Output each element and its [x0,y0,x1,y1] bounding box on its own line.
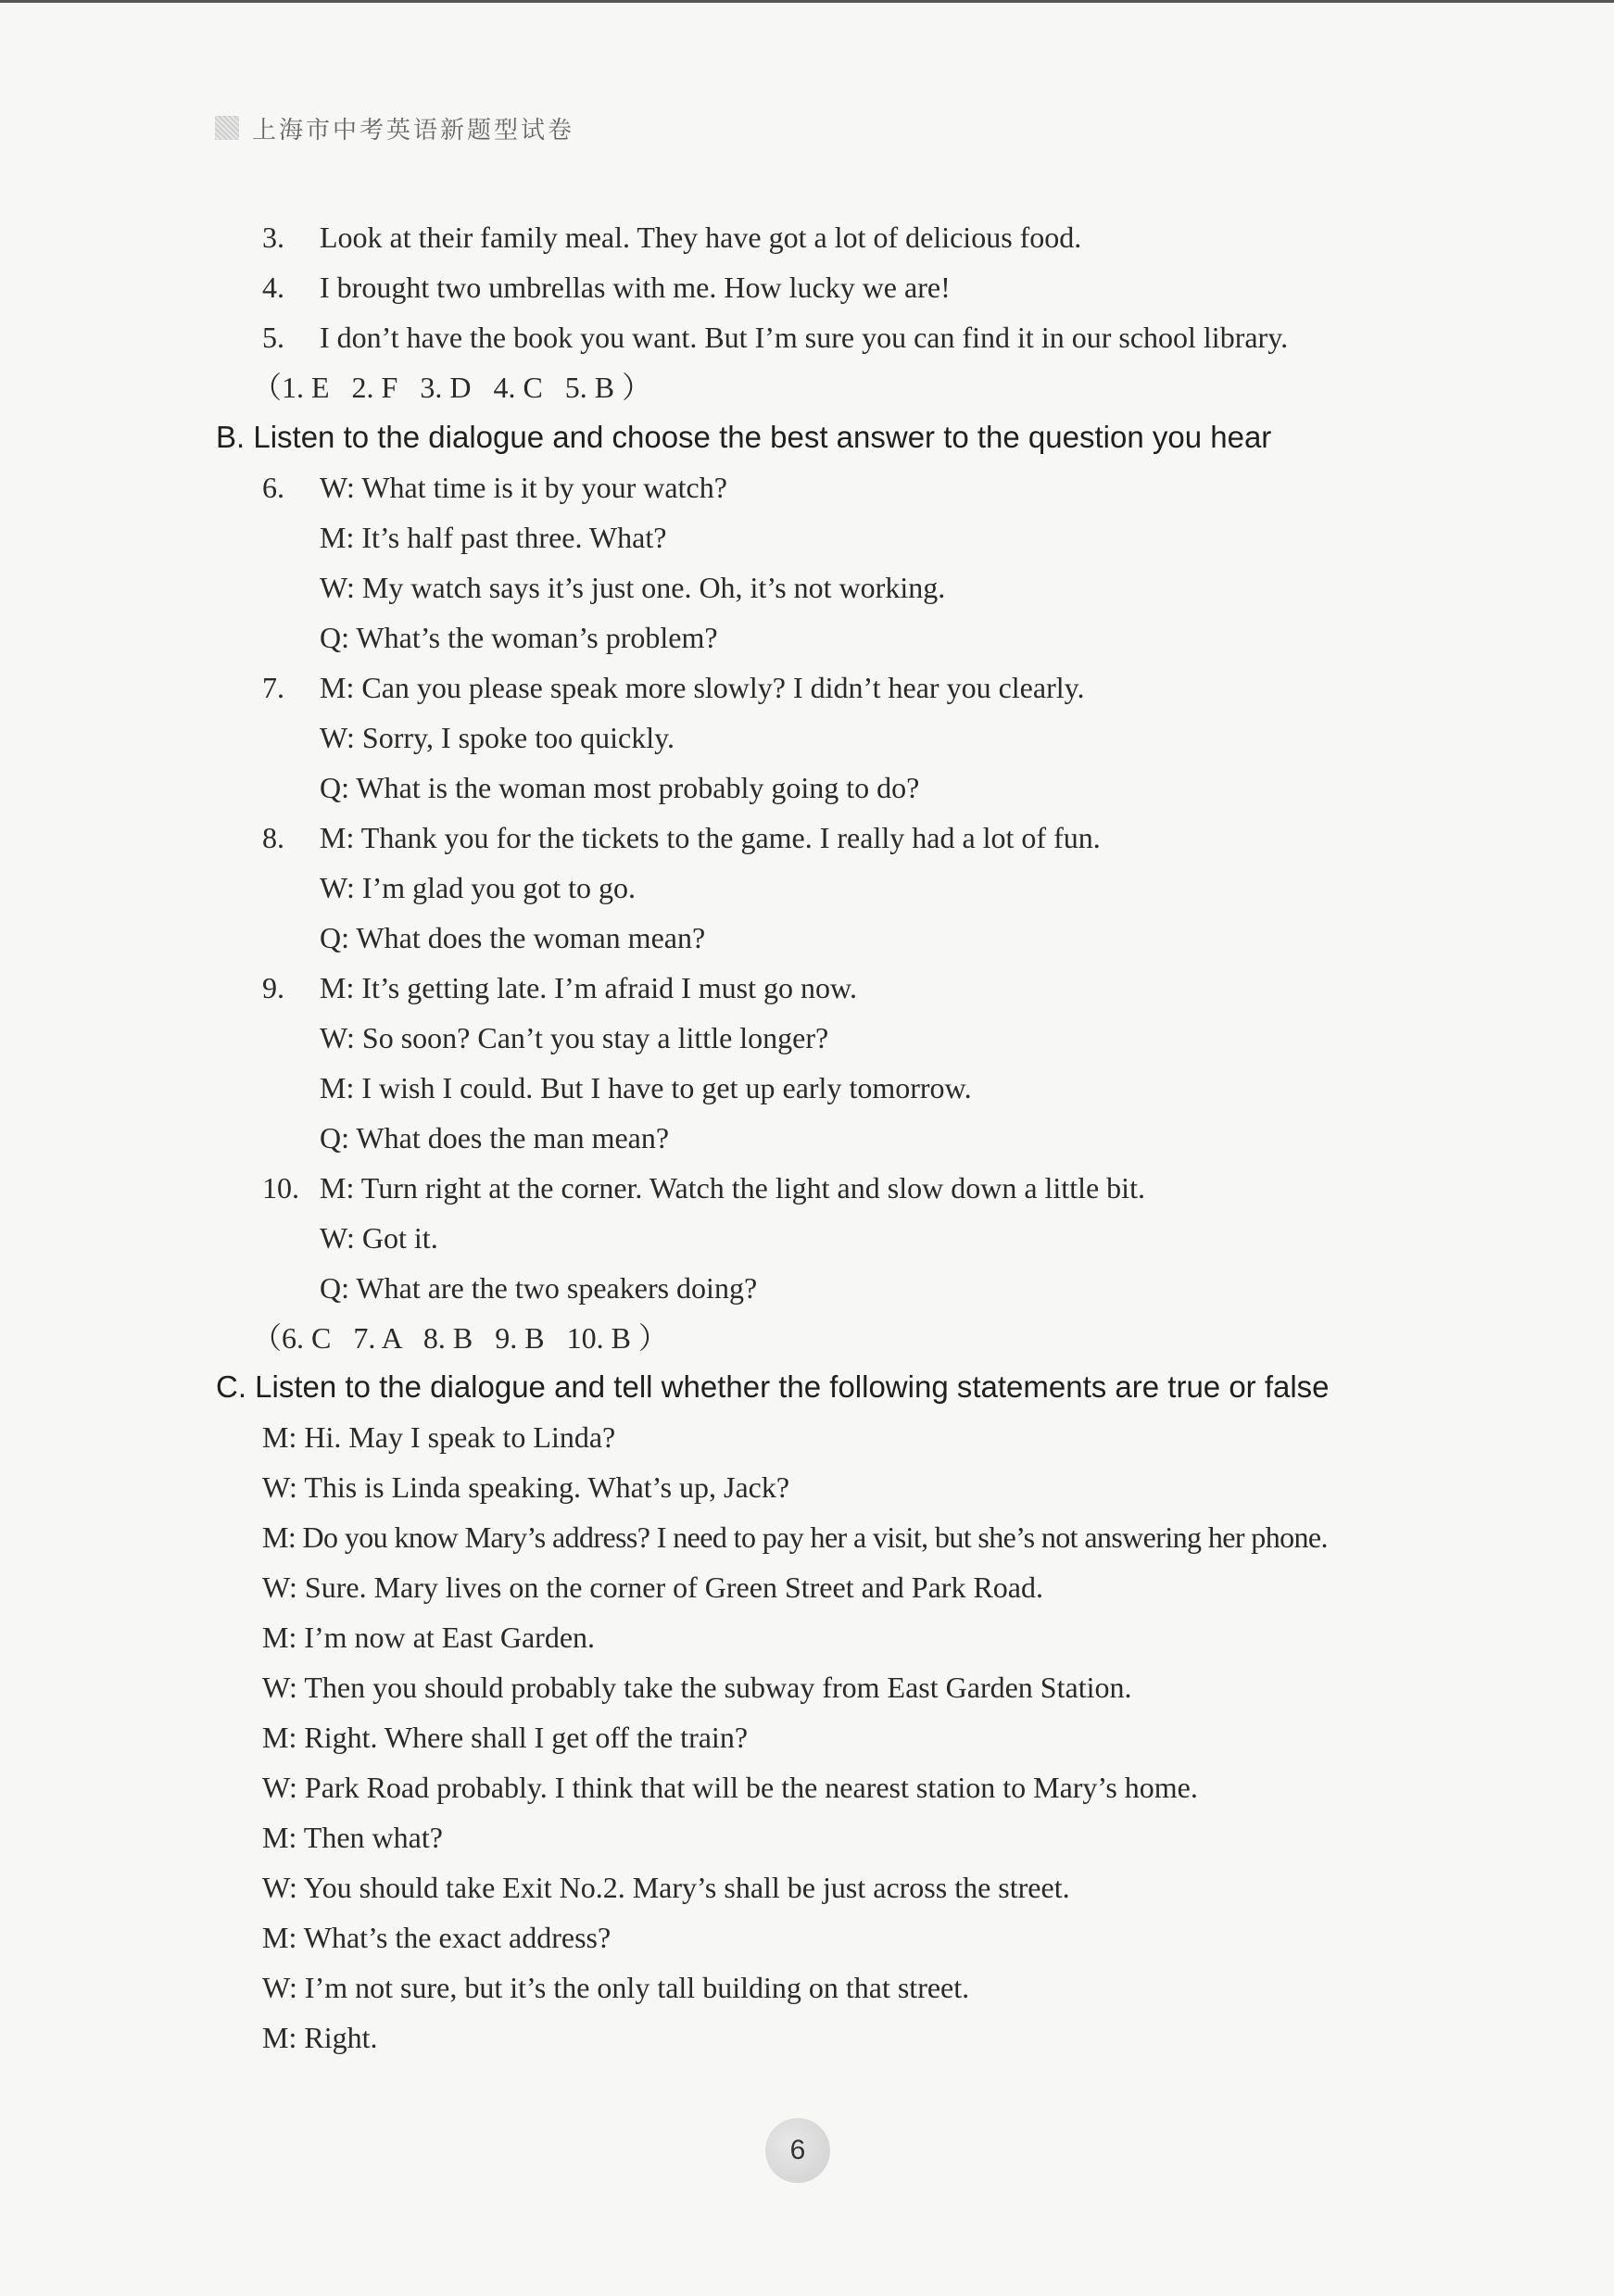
dialogue-line: W: Sure. Mary lives on the corner of Green Street and Park Road. [262,1571,1043,1604]
question-line: Q: What does the man mean? [320,1121,670,1154]
dialogue-line: M: I wish I could. But I have to get up early tomorrow. [320,1071,972,1104]
dialogue-line: M: Turn right at the corner. Watch the light and slow down a little bit. [320,1171,1145,1205]
item-number: 4. [262,271,284,304]
dialogue-line: M: What’s the exact address? [262,1921,612,1954]
page-number: 6 [789,2135,806,2165]
part-a-item-3 [262,222,1081,252]
dialogue-line: W: Park Road probably. I think that will be the nearest station to Mary’s home. [262,1771,1198,1804]
dialogue-line: M: Can you please speak more slowly? I didn’t hear you clearly. [320,671,1085,704]
part-a-item-4 [262,272,951,302]
item-number: 8. [262,821,284,854]
top-rule [0,0,1614,3]
section-b-answers: （6. C 7. A 8. B 9. B 10. B ） [252,1321,668,1355]
section-b-item-8 [262,823,1101,852]
section-c-title: C. Listen to the dialogue and tell whether the following statements are true or false [216,1369,1330,1404]
dialogue-line: M: Do you know Mary’s address? I need to pay her a visit, but she’s not answering her phone. [262,1520,1328,1554]
dialogue-line: W: Then you should probably take the subway from East Garden Station. [262,1671,1132,1704]
item-text: I brought two umbrellas with me. How lucky we are! [320,271,951,304]
page-number-badge [765,2118,830,2183]
section-b-item-6 [262,473,727,502]
dialogue-line: W: So soon? Can’t you stay a little longer? [320,1021,829,1054]
item-number: 3. [262,221,284,254]
item-text: I don’t have the book you want. But I’m sure you can find it in our school library. [320,321,1289,354]
dialogue-line: M: Right. Where shall I get off the train? [262,1721,749,1754]
dialogue-line: W: What time is it by your watch? [320,471,727,504]
question-line: Q: What is the woman most probably going to do? [320,771,920,804]
header-title: 上海市中考英语新题型试卷 [252,116,575,145]
dialogue-line: W: Got it. [320,1221,438,1255]
dialogue-line: M: Then what? [262,1821,443,1854]
dialogue-line: M: It’s half past three. What? [320,521,667,554]
section-b-item-9 [262,973,857,1003]
page-header [215,109,574,146]
dialogue-line: W: This is Linda speaking. What’s up, Jack? [262,1470,790,1504]
dialogue-line: M: Right. [262,2021,378,2054]
item-number: 6. [262,471,284,504]
question-line: Q: What are the two speakers doing? [320,1271,758,1305]
item-number: 10. [262,1171,299,1205]
item-number: 9. [262,971,284,1004]
dialogue-line: M: It’s getting late. I’m afraid I must go now. [320,971,858,1004]
dialogue-line: W: You should take Exit No.2. Mary’s shall be just across the street. [262,1871,1070,1904]
dialogue-line: W: I’m not sure, but it’s the only tall building on that street. [262,1971,970,2004]
section-b-item-10 [262,1173,1145,1203]
item-number: 5. [262,321,284,354]
dialogue-line: W: Sorry, I spoke too quickly. [320,721,675,754]
question-line: Q: What does the woman mean? [320,921,706,954]
section-b-title: B. Listen to the dialogue and choose the best answer to the question you hear [216,420,1272,454]
item-number: 7. [262,671,284,704]
dialogue-line: W: My watch says it’s just one. Oh, it’s not working. [320,571,946,604]
question-line: Q: What’s the woman’s problem? [320,621,718,654]
header-decoration-icon [215,116,239,140]
item-text: Look at their family meal. They have got a lot of delicious food. [320,221,1082,254]
dialogue-line: M: Thank you for the tickets to the game. I really had a lot of fun. [320,821,1101,854]
dialogue-line: M: I’m now at East Garden. [262,1621,596,1654]
part-a-answers: （1. E 2. F 3. D 4. C 5. B ） [252,371,652,404]
dialogue-line: M: Hi. May I speak to Linda? [262,1420,616,1454]
section-b-item-7 [262,673,1085,702]
dialogue-line: W: I’m glad you got to go. [320,871,636,904]
part-a-item-5 [262,322,1288,352]
